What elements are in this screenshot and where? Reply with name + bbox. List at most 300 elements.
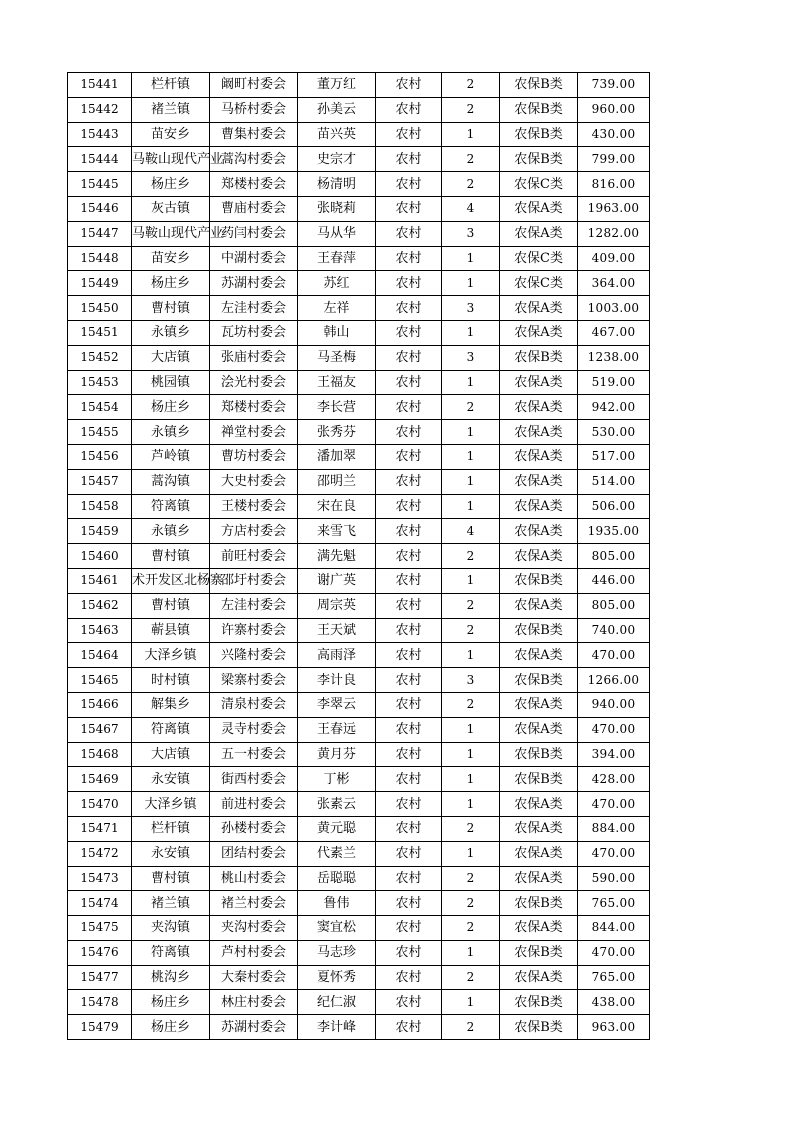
- town-cell: 栏杆镇: [132, 73, 210, 98]
- village-committee-cell: 街西村委会: [210, 767, 298, 792]
- amount-cell: 963.00: [578, 1015, 650, 1040]
- amount-cell: 799.00: [578, 147, 650, 172]
- town-cell: 符离镇: [132, 940, 210, 965]
- area-type-cell: 农村: [376, 172, 442, 197]
- household-size-cell: 1: [442, 246, 500, 271]
- area-type-cell: 农村: [376, 618, 442, 643]
- household-size-cell: 2: [442, 172, 500, 197]
- village-committee-cell: 芦村村委会: [210, 940, 298, 965]
- person-name-cell: 谢广英: [298, 568, 376, 593]
- record-id-cell: 15472: [68, 841, 132, 866]
- village-committee-cell: 左洼村委会: [210, 296, 298, 321]
- insurance-category-cell: 农保A类: [500, 494, 578, 519]
- village-committee-cell: 蒿沟村委会: [210, 147, 298, 172]
- person-name-cell: 黄月芬: [298, 742, 376, 767]
- table-row: [68, 568, 650, 593]
- table-row: [68, 940, 650, 965]
- household-size-cell: 2: [442, 97, 500, 122]
- household-size-cell: 2: [442, 73, 500, 98]
- village-committee-cell: 苏湖村委会: [210, 271, 298, 296]
- amount-cell: 446.00: [578, 568, 650, 593]
- person-name-cell: 纪仁淑: [298, 990, 376, 1015]
- amount-cell: 514.00: [578, 469, 650, 494]
- amount-cell: 438.00: [578, 990, 650, 1015]
- insurance-category-cell: 农保A类: [500, 717, 578, 742]
- insurance-category-cell: 农保A类: [500, 320, 578, 345]
- household-size-cell: 3: [442, 668, 500, 693]
- town-cell: 杨庄乡: [132, 395, 210, 420]
- amount-cell: 844.00: [578, 916, 650, 941]
- record-id-cell: 15451: [68, 320, 132, 345]
- table-row: [68, 395, 650, 420]
- record-id-cell: 15453: [68, 370, 132, 395]
- village-committee-cell: 浍光村委会: [210, 370, 298, 395]
- area-type-cell: 农村: [376, 271, 442, 296]
- amount-cell: 590.00: [578, 866, 650, 891]
- insurance-category-cell: 农保A类: [500, 792, 578, 817]
- town-cell: 杨庄乡: [132, 271, 210, 296]
- table-row: [68, 73, 650, 98]
- person-name-cell: 周宗英: [298, 593, 376, 618]
- area-type-cell: 农村: [376, 370, 442, 395]
- household-size-cell: 3: [442, 221, 500, 246]
- table-row: [68, 618, 650, 643]
- town-cell: 曹村镇: [132, 544, 210, 569]
- amount-cell: 506.00: [578, 494, 650, 519]
- records-table: [67, 72, 650, 1040]
- insurance-category-cell: 农保B类: [500, 1015, 578, 1040]
- person-name-cell: 张晓莉: [298, 196, 376, 221]
- area-type-cell: 农村: [376, 320, 442, 345]
- household-size-cell: 2: [442, 916, 500, 941]
- table-row: [68, 122, 650, 147]
- insurance-category-cell: 农保C类: [500, 271, 578, 296]
- amount-cell: 1266.00: [578, 668, 650, 693]
- area-type-cell: 农村: [376, 841, 442, 866]
- record-id-cell: 15452: [68, 345, 132, 370]
- table-row: [68, 519, 650, 544]
- amount-cell: 364.00: [578, 271, 650, 296]
- amount-cell: 1238.00: [578, 345, 650, 370]
- area-type-cell: 农村: [376, 767, 442, 792]
- household-size-cell: 2: [442, 618, 500, 643]
- town-cell: 桃沟乡: [132, 965, 210, 990]
- insurance-category-cell: 农保A类: [500, 593, 578, 618]
- table-row: [68, 692, 650, 717]
- town-cell: 马鞍山现代产业: [132, 221, 210, 246]
- area-type-cell: 农村: [376, 246, 442, 271]
- record-id-cell: 15463: [68, 618, 132, 643]
- household-size-cell: 1: [442, 792, 500, 817]
- person-name-cell: 李计峰: [298, 1015, 376, 1040]
- person-name-cell: 丁彬: [298, 767, 376, 792]
- area-type-cell: 农村: [376, 469, 442, 494]
- household-size-cell: 1: [442, 122, 500, 147]
- household-size-cell: 1: [442, 444, 500, 469]
- town-cell: 桃园镇: [132, 370, 210, 395]
- village-committee-cell: 五一村委会: [210, 742, 298, 767]
- table-row: [68, 469, 650, 494]
- area-type-cell: 农村: [376, 965, 442, 990]
- town-cell: 褚兰镇: [132, 97, 210, 122]
- record-id-cell: 15473: [68, 866, 132, 891]
- amount-cell: 430.00: [578, 122, 650, 147]
- area-type-cell: 农村: [376, 494, 442, 519]
- insurance-category-cell: 农保C类: [500, 246, 578, 271]
- insurance-category-cell: 农保B类: [500, 891, 578, 916]
- village-committee-cell: 张庙村委会: [210, 345, 298, 370]
- amount-cell: 530.00: [578, 420, 650, 445]
- household-size-cell: 1: [442, 370, 500, 395]
- record-id-cell: 15450: [68, 296, 132, 321]
- village-committee-cell: 许寨村委会: [210, 618, 298, 643]
- village-committee-cell: 桃山村委会: [210, 866, 298, 891]
- table-row: [68, 544, 650, 569]
- household-size-cell: 1: [442, 271, 500, 296]
- person-name-cell: 王春萍: [298, 246, 376, 271]
- household-size-cell: 4: [442, 196, 500, 221]
- town-cell: 永镇乡: [132, 320, 210, 345]
- town-cell: 蕲县镇: [132, 618, 210, 643]
- record-id-cell: 15464: [68, 643, 132, 668]
- table-row: [68, 246, 650, 271]
- household-size-cell: 2: [442, 1015, 500, 1040]
- insurance-category-cell: 农保A类: [500, 866, 578, 891]
- insurance-category-cell: 农保B类: [500, 97, 578, 122]
- record-id-cell: 15441: [68, 73, 132, 98]
- person-name-cell: 窦宜松: [298, 916, 376, 941]
- village-committee-cell: 孙楼村委会: [210, 816, 298, 841]
- village-committee-cell: 团结村委会: [210, 841, 298, 866]
- record-id-cell: 15459: [68, 519, 132, 544]
- amount-cell: 470.00: [578, 643, 650, 668]
- town-cell: 栏杆镇: [132, 816, 210, 841]
- insurance-category-cell: 农保B类: [500, 568, 578, 593]
- household-size-cell: 1: [442, 320, 500, 345]
- table-row: [68, 320, 650, 345]
- person-name-cell: 董万红: [298, 73, 376, 98]
- amount-cell: 394.00: [578, 742, 650, 767]
- town-cell: 永镇乡: [132, 420, 210, 445]
- insurance-category-cell: 农保A类: [500, 370, 578, 395]
- area-type-cell: 农村: [376, 816, 442, 841]
- area-type-cell: 农村: [376, 296, 442, 321]
- household-size-cell: 2: [442, 544, 500, 569]
- record-id-cell: 15454: [68, 395, 132, 420]
- household-size-cell: 2: [442, 395, 500, 420]
- village-committee-cell: 左洼村委会: [210, 593, 298, 618]
- table-row: [68, 668, 650, 693]
- person-name-cell: 夏怀秀: [298, 965, 376, 990]
- amount-cell: 470.00: [578, 841, 650, 866]
- insurance-category-cell: 农保A类: [500, 692, 578, 717]
- household-size-cell: 1: [442, 643, 500, 668]
- village-committee-cell: 禅堂村委会: [210, 420, 298, 445]
- village-committee-cell: 曹坊村委会: [210, 444, 298, 469]
- village-committee-cell: 大秦村委会: [210, 965, 298, 990]
- town-cell: 符离镇: [132, 494, 210, 519]
- person-name-cell: 李翠云: [298, 692, 376, 717]
- table-row: [68, 271, 650, 296]
- village-committee-cell: 前旺村委会: [210, 544, 298, 569]
- town-cell: 大店镇: [132, 742, 210, 767]
- village-committee-cell: 褚兰村委会: [210, 891, 298, 916]
- person-name-cell: 张素云: [298, 792, 376, 817]
- town-cell: 术开发区北杨寨: [132, 568, 210, 593]
- record-id-cell: 15470: [68, 792, 132, 817]
- insurance-category-cell: 农保A类: [500, 519, 578, 544]
- area-type-cell: 农村: [376, 122, 442, 147]
- area-type-cell: 农村: [376, 196, 442, 221]
- area-type-cell: 农村: [376, 891, 442, 916]
- record-id-cell: 15460: [68, 544, 132, 569]
- area-type-cell: 农村: [376, 73, 442, 98]
- household-size-cell: 2: [442, 816, 500, 841]
- area-type-cell: 农村: [376, 1015, 442, 1040]
- insurance-category-cell: 农保A类: [500, 444, 578, 469]
- amount-cell: 739.00: [578, 73, 650, 98]
- insurance-category-cell: 农保B类: [500, 122, 578, 147]
- household-size-cell: 1: [442, 841, 500, 866]
- record-id-cell: 15457: [68, 469, 132, 494]
- insurance-category-cell: 农保A类: [500, 420, 578, 445]
- record-id-cell: 15469: [68, 767, 132, 792]
- town-cell: 杨庄乡: [132, 172, 210, 197]
- record-id-cell: 15474: [68, 891, 132, 916]
- insurance-category-cell: 农保A类: [500, 841, 578, 866]
- town-cell: 苗安乡: [132, 122, 210, 147]
- village-committee-cell: 曹庙村委会: [210, 196, 298, 221]
- person-name-cell: 黄元聪: [298, 816, 376, 841]
- town-cell: 解集乡: [132, 692, 210, 717]
- village-committee-cell: 兴隆村委会: [210, 643, 298, 668]
- table-row: [68, 97, 650, 122]
- village-committee-cell: 郑楼村委会: [210, 395, 298, 420]
- person-name-cell: 潘加翠: [298, 444, 376, 469]
- table-row: [68, 370, 650, 395]
- village-committee-cell: 邵圩村委会: [210, 568, 298, 593]
- record-id-cell: 15475: [68, 916, 132, 941]
- household-size-cell: 2: [442, 891, 500, 916]
- household-size-cell: 2: [442, 593, 500, 618]
- village-committee-cell: 瓦坊村委会: [210, 320, 298, 345]
- record-id-cell: 15448: [68, 246, 132, 271]
- insurance-category-cell: 农保A类: [500, 469, 578, 494]
- household-size-cell: 1: [442, 990, 500, 1015]
- amount-cell: 517.00: [578, 444, 650, 469]
- person-name-cell: 杨清明: [298, 172, 376, 197]
- village-committee-cell: 王楼村委会: [210, 494, 298, 519]
- insurance-category-cell: 农保B类: [500, 668, 578, 693]
- table-row: [68, 643, 650, 668]
- amount-cell: 765.00: [578, 891, 650, 916]
- household-size-cell: 2: [442, 692, 500, 717]
- amount-cell: 940.00: [578, 692, 650, 717]
- amount-cell: 1282.00: [578, 221, 650, 246]
- table-row: [68, 767, 650, 792]
- record-id-cell: 15447: [68, 221, 132, 246]
- amount-cell: 470.00: [578, 940, 650, 965]
- person-name-cell: 满先魁: [298, 544, 376, 569]
- town-cell: 芦岭镇: [132, 444, 210, 469]
- area-type-cell: 农村: [376, 221, 442, 246]
- insurance-category-cell: 农保A类: [500, 296, 578, 321]
- record-id-cell: 15456: [68, 444, 132, 469]
- area-type-cell: 农村: [376, 593, 442, 618]
- amount-cell: 470.00: [578, 792, 650, 817]
- person-name-cell: 王福友: [298, 370, 376, 395]
- town-cell: 褚兰镇: [132, 891, 210, 916]
- village-committee-cell: 前进村委会: [210, 792, 298, 817]
- area-type-cell: 农村: [376, 147, 442, 172]
- amount-cell: 1935.00: [578, 519, 650, 544]
- area-type-cell: 农村: [376, 866, 442, 891]
- person-name-cell: 宋在良: [298, 494, 376, 519]
- insurance-category-cell: 农保B类: [500, 73, 578, 98]
- household-size-cell: 2: [442, 866, 500, 891]
- insurance-category-cell: 农保B类: [500, 618, 578, 643]
- insurance-category-cell: 农保B类: [500, 345, 578, 370]
- town-cell: 永安镇: [132, 841, 210, 866]
- person-name-cell: 韩山: [298, 320, 376, 345]
- area-type-cell: 农村: [376, 668, 442, 693]
- person-name-cell: 孙美云: [298, 97, 376, 122]
- person-name-cell: 鲁伟: [298, 891, 376, 916]
- table-row: [68, 916, 650, 941]
- village-committee-cell: 郑楼村委会: [210, 172, 298, 197]
- insurance-category-cell: 农保B类: [500, 767, 578, 792]
- insurance-category-cell: 农保A类: [500, 395, 578, 420]
- area-type-cell: 农村: [376, 940, 442, 965]
- table-row: [68, 717, 650, 742]
- person-name-cell: 代素兰: [298, 841, 376, 866]
- record-id-cell: 15478: [68, 990, 132, 1015]
- town-cell: 杨庄乡: [132, 1015, 210, 1040]
- village-committee-cell: 方店村委会: [210, 519, 298, 544]
- person-name-cell: 苗兴英: [298, 122, 376, 147]
- area-type-cell: 农村: [376, 568, 442, 593]
- table-row: [68, 792, 650, 817]
- amount-cell: 470.00: [578, 717, 650, 742]
- record-id-cell: 15443: [68, 122, 132, 147]
- town-cell: 曹村镇: [132, 866, 210, 891]
- person-name-cell: 马从华: [298, 221, 376, 246]
- person-name-cell: 李长营: [298, 395, 376, 420]
- record-id-cell: 15466: [68, 692, 132, 717]
- table-row: [68, 196, 650, 221]
- town-cell: 马鞍山现代产业: [132, 147, 210, 172]
- insurance-category-cell: 农保B类: [500, 940, 578, 965]
- household-size-cell: 2: [442, 147, 500, 172]
- town-cell: 曹村镇: [132, 296, 210, 321]
- household-size-cell: 3: [442, 296, 500, 321]
- person-name-cell: 邵明兰: [298, 469, 376, 494]
- record-id-cell: 15479: [68, 1015, 132, 1040]
- town-cell: 永安镇: [132, 767, 210, 792]
- record-id-cell: 15465: [68, 668, 132, 693]
- table-row: [68, 891, 650, 916]
- table-row: [68, 494, 650, 519]
- person-name-cell: 王天斌: [298, 618, 376, 643]
- insurance-category-cell: 农保C类: [500, 172, 578, 197]
- insurance-category-cell: 农保A类: [500, 816, 578, 841]
- amount-cell: 805.00: [578, 544, 650, 569]
- town-cell: 夹沟镇: [132, 916, 210, 941]
- amount-cell: 960.00: [578, 97, 650, 122]
- record-id-cell: 15445: [68, 172, 132, 197]
- insurance-category-cell: 农保A类: [500, 965, 578, 990]
- person-name-cell: 高雨泽: [298, 643, 376, 668]
- amount-cell: 805.00: [578, 593, 650, 618]
- town-cell: 大泽乡镇: [132, 643, 210, 668]
- table-row: [68, 866, 650, 891]
- insurance-category-cell: 农保A类: [500, 196, 578, 221]
- record-id-cell: 15471: [68, 816, 132, 841]
- table-row: [68, 841, 650, 866]
- insurance-category-cell: 农保A类: [500, 916, 578, 941]
- town-cell: 杨庄乡: [132, 990, 210, 1015]
- person-name-cell: 苏红: [298, 271, 376, 296]
- town-cell: 蒿沟镇: [132, 469, 210, 494]
- amount-cell: 765.00: [578, 965, 650, 990]
- area-type-cell: 农村: [376, 990, 442, 1015]
- area-type-cell: 农村: [376, 792, 442, 817]
- village-committee-cell: 夹沟村委会: [210, 916, 298, 941]
- amount-cell: 428.00: [578, 767, 650, 792]
- area-type-cell: 农村: [376, 742, 442, 767]
- town-cell: 曹村镇: [132, 593, 210, 618]
- record-id-cell: 15442: [68, 97, 132, 122]
- area-type-cell: 农村: [376, 519, 442, 544]
- area-type-cell: 农村: [376, 916, 442, 941]
- town-cell: 苗安乡: [132, 246, 210, 271]
- table-row: [68, 990, 650, 1015]
- record-id-cell: 15468: [68, 742, 132, 767]
- person-name-cell: 岳聪聪: [298, 866, 376, 891]
- village-committee-cell: 清泉村委会: [210, 692, 298, 717]
- area-type-cell: 农村: [376, 544, 442, 569]
- village-committee-cell: 灵寺村委会: [210, 717, 298, 742]
- person-name-cell: 马圣梅: [298, 345, 376, 370]
- insurance-category-cell: 农保B类: [500, 147, 578, 172]
- household-size-cell: 1: [442, 717, 500, 742]
- household-size-cell: 1: [442, 742, 500, 767]
- village-committee-cell: 梁寨村委会: [210, 668, 298, 693]
- village-committee-cell: 林庄村委会: [210, 990, 298, 1015]
- record-id-cell: 15444: [68, 147, 132, 172]
- table-row: [68, 1015, 650, 1040]
- town-cell: 时村镇: [132, 668, 210, 693]
- village-committee-cell: 药闫村委会: [210, 221, 298, 246]
- amount-cell: 884.00: [578, 816, 650, 841]
- person-name-cell: 史宗才: [298, 147, 376, 172]
- household-size-cell: 1: [442, 494, 500, 519]
- table-row: [68, 420, 650, 445]
- village-committee-cell: 苏湖村委会: [210, 1015, 298, 1040]
- amount-cell: 1003.00: [578, 296, 650, 321]
- household-size-cell: 1: [442, 767, 500, 792]
- record-id-cell: 15477: [68, 965, 132, 990]
- table-row: [68, 296, 650, 321]
- table-row: [68, 965, 650, 990]
- area-type-cell: 农村: [376, 420, 442, 445]
- town-cell: 灰古镇: [132, 196, 210, 221]
- area-type-cell: 农村: [376, 692, 442, 717]
- household-size-cell: 1: [442, 568, 500, 593]
- household-size-cell: 4: [442, 519, 500, 544]
- table-row: [68, 221, 650, 246]
- area-type-cell: 农村: [376, 444, 442, 469]
